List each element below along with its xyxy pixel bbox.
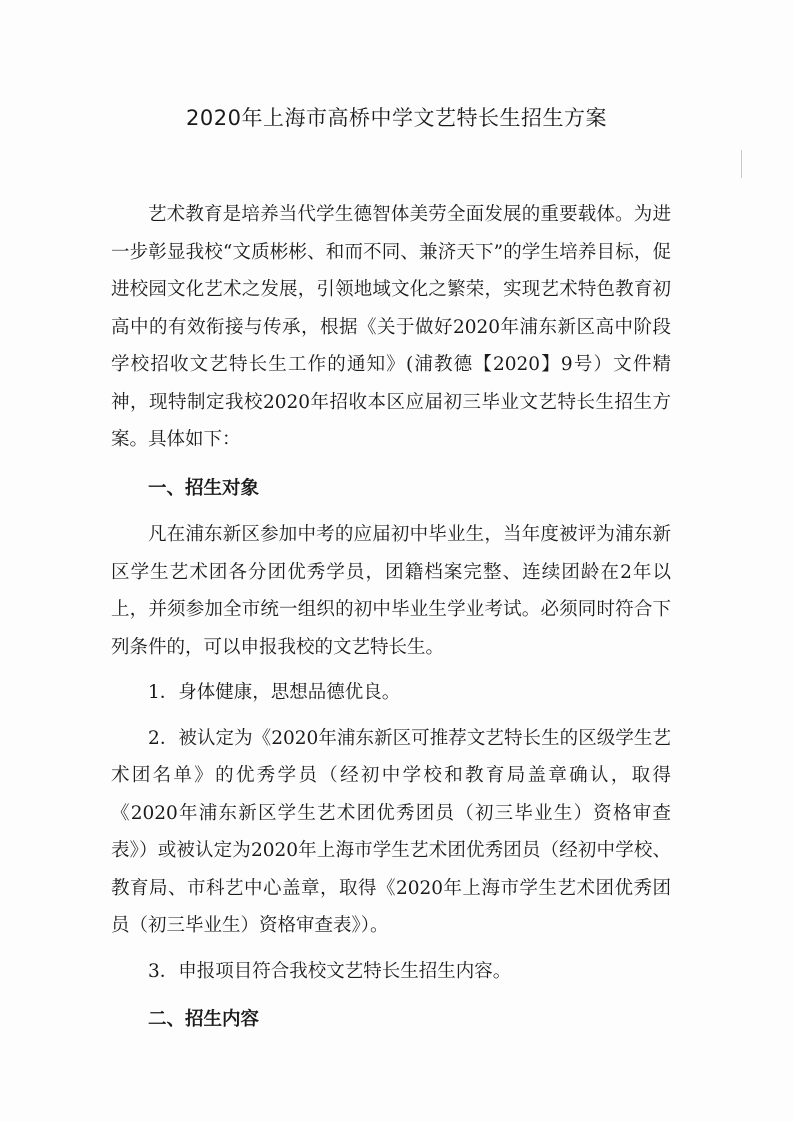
condition-item-3: 3．申报项目符合我校文艺特长生招生内容。 [148, 960, 512, 982]
document-body [111, 196, 671, 1048]
document-title: 2020年上海市高桥中学文艺特长生招生方案 [186, 106, 607, 130]
intro-paragraph: 艺术教育是培养当代学生德智体美劳全面发展的重要载体。为进一步彰显我校“文质彬彬、和而不同、兼济天下”的学生培养目标，促进校园文化艺术之发展，引领地域文化之繁荣，实现艺术特色教育初高中的有效衔接与传承，根据《关于做好2020年浦东新区高中阶段学校招收文艺特长生工作的通知》(浦教德【2020】9号）文件精神，现特制定我校2020年招收本区应届初三毕业文艺特长生招生方案。具体如下： [111, 204, 671, 450]
condition-item-1: 1．身体健康，思想品德优良。 [148, 682, 401, 703]
recruitment-targets-paragraph: 凡在浦东新区参加中考的应届初中毕业生，当年度被评为浦东新区学生艺术团各分团优秀学员，团籍档案完整、连续团龄在2年以上，并须参加全市统一组织的初中毕业生学业考试。必须同时符合下列条件的，可以申报我校的文艺特长生。 [111, 524, 671, 658]
scan-edge-mark [741, 150, 742, 178]
section-heading-recruitment-targets: 一、招生对象 [148, 477, 260, 499]
section-heading-recruitment-content: 二、招生内容 [148, 1009, 260, 1030]
condition-item-2: 2．被认定为《2020年浦东新区可推荐文艺特长生的区级学生艺术团名单》的优秀学员（经初中学校和教育局盖章确认，取得《2020年浦东新区学生艺术团优秀团员（初三毕业生）资格审查表》）或被认定为2020年上海市学生艺术团优秀团员（经初中学校、教育局、市科艺中心盖章，取得《2020年上海市学生艺术团优秀团员（初三毕业生）资格审查表》）。 [111, 727, 671, 936]
